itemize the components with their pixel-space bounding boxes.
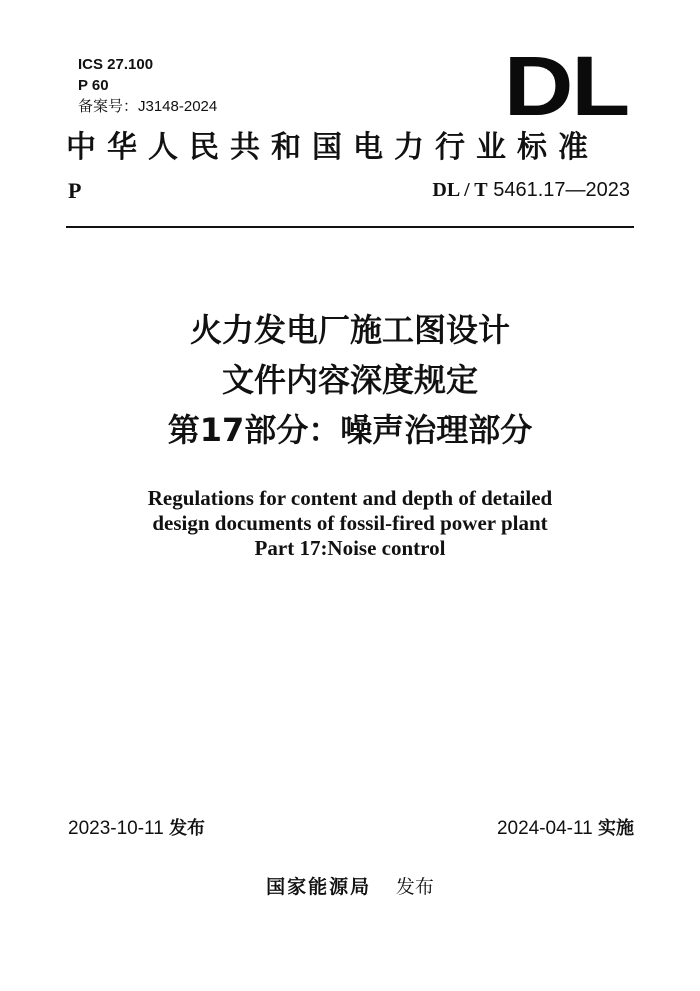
ics-code: ICS 27.100	[78, 56, 154, 73]
chinese-title	[0, 305, 700, 455]
standard-number-value: 5461.17—2023	[493, 179, 630, 201]
publish-label: 发布	[169, 818, 206, 839]
header-divider	[66, 226, 634, 228]
english-title-line-3: Part 17:Noise control	[254, 536, 446, 560]
publish-date	[68, 814, 205, 840]
chinese-title-line-3: 第17部分：噪声治理部分	[167, 411, 533, 449]
standard-number-prefix: DL / T	[432, 179, 488, 201]
english-title-line-1: Regulations for content and depth of detailed	[147, 486, 553, 510]
effective-date	[497, 814, 634, 840]
dl-logo: DL	[503, 39, 628, 133]
english-title	[0, 486, 700, 561]
issuer-org: 国家能源局	[266, 876, 372, 898]
standard-title: 中华人民共和国电力行业标准	[66, 130, 599, 165]
effective-date-value: 2024-04-11	[496, 818, 593, 839]
issuer-action: 发布	[395, 876, 434, 898]
chinese-title-line-2: 文件内容深度规定	[221, 361, 478, 399]
header-meta	[78, 54, 217, 117]
effective-label: 实施	[598, 818, 634, 839]
standard-number	[432, 179, 630, 202]
chinese-title-line-1: 火力发电厂施工图设计	[189, 311, 510, 349]
classification-letter: P	[68, 178, 82, 203]
english-title-line-2: design documents of fossil-fired power plant	[152, 511, 548, 535]
issuer	[0, 872, 700, 899]
record-number: 备案号：J3148-2024	[78, 98, 218, 115]
ccs-code: P 60	[78, 77, 109, 94]
publish-date-value: 2023-10-11	[68, 818, 164, 839]
